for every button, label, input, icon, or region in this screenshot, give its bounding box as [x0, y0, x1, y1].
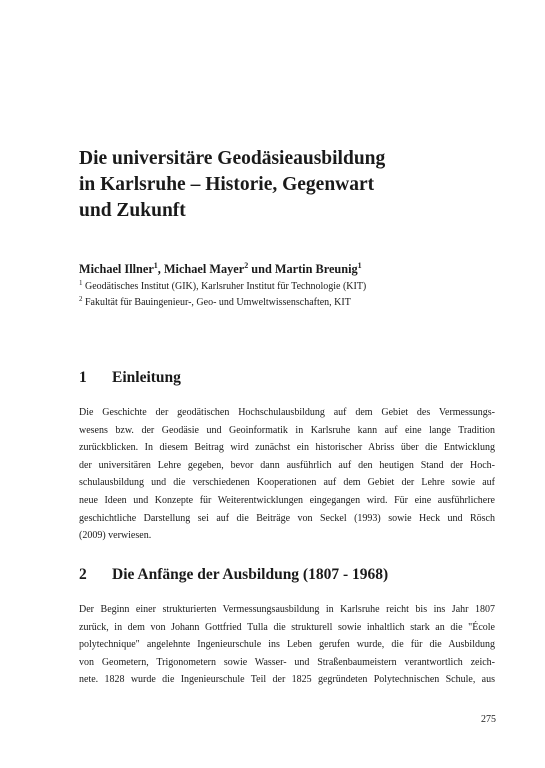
text-line: polytechnique" angelehnte Ingenieurschule ins Leben gerufen wurde, die für die Ausbildung: [79, 639, 495, 651]
affiliation: [79, 297, 351, 308]
affiliation-text: Fakultät für Bauingenieur-, Geo- und Umweltwissenschaften, KIT: [85, 297, 351, 308]
page-number: 275: [481, 714, 496, 725]
affiliation-mark: 1: [153, 261, 158, 270]
title-line: und Zukunft: [79, 200, 186, 221]
section-number: 2: [79, 566, 87, 583]
section-title: Einleitung: [112, 369, 181, 386]
text-line: wesens bzw. der Geodäsie und Geoinformatik in Karlsruhe kann auf eine lange Tradition: [79, 424, 495, 436]
affiliation: [79, 281, 366, 292]
author-name: Michael Illner: [79, 262, 154, 276]
paper-title: [79, 146, 499, 224]
text-line: zurückblicken. In diesem Beitrag wird zunächst ein historischer Abriss über die Entwicklung: [79, 442, 495, 454]
author-name: Martin Breunig: [274, 262, 358, 276]
section-paragraph: [79, 404, 495, 545]
section-title: Die Anfänge der Ausbildung (1807 - 1968): [112, 566, 389, 583]
section-paragraph: [79, 601, 495, 689]
section-number: 1: [79, 369, 87, 386]
text-line: geschichtliche Darstellung sei auf die Beiträge von Seckel (1993) sowie Heck und Rösch: [79, 512, 495, 524]
affiliation-mark: 2: [244, 261, 249, 270]
text-line: zurück, in dem von Johann Gottfried Tulla die strukturell sowie inhaltlich stark an die "École: [79, 621, 495, 633]
author-name: Michael Mayer: [163, 262, 245, 276]
title-line: in Karlsruhe – Historie, Gegenwart: [79, 174, 375, 195]
text-line: Der Beginn einer strukturierten Vermessungsausbildung in Karlsruhe reicht bis ins Jahr 1807: [79, 604, 495, 615]
author-list: [79, 262, 362, 277]
section-heading: [79, 566, 388, 584]
text-line: der universitären Lehre gegeben, bevor dann ausführlich auf den heutigen Stand der Hoch-: [79, 459, 495, 471]
affiliation-mark: 2: [79, 295, 83, 303]
affiliation-mark: 1: [79, 279, 83, 287]
text-line: neue Ideen und Konzepte für Weiterentwicklungen eingegangen wird. Für eine ausführlichere: [79, 494, 495, 506]
affiliation-text: Geodätisches Institut (GIK), Karlsruher Institut für Technologie (KIT): [85, 281, 367, 292]
text-line: (2009) verwiesen.: [79, 530, 152, 542]
text-line: von Geometern, Trigonometern sowie Wasser- und Straßenbaumeistern verantwortlich zeich-: [79, 656, 495, 668]
affiliation-mark: 1: [357, 261, 362, 270]
text-line: nete. 1828 wurde die Ingenieurschule Teil der 1825 gegründeten Polytechnischen Schule, aus: [79, 674, 495, 686]
section-heading: [79, 369, 181, 387]
author-separator: ,: [157, 262, 164, 276]
title-line: Die universitäre Geodäsieausbildung: [79, 148, 386, 169]
text-line: schulausbildung und die verschiedenen Kooperationen auf dem Gebiet der Lehre sowie auf: [79, 477, 495, 489]
author-separator: und: [248, 262, 275, 276]
text-line: Die Geschichte der geodätischen Hochschulausbildung auf dem Gebiet des Vermessungs-: [79, 407, 495, 418]
